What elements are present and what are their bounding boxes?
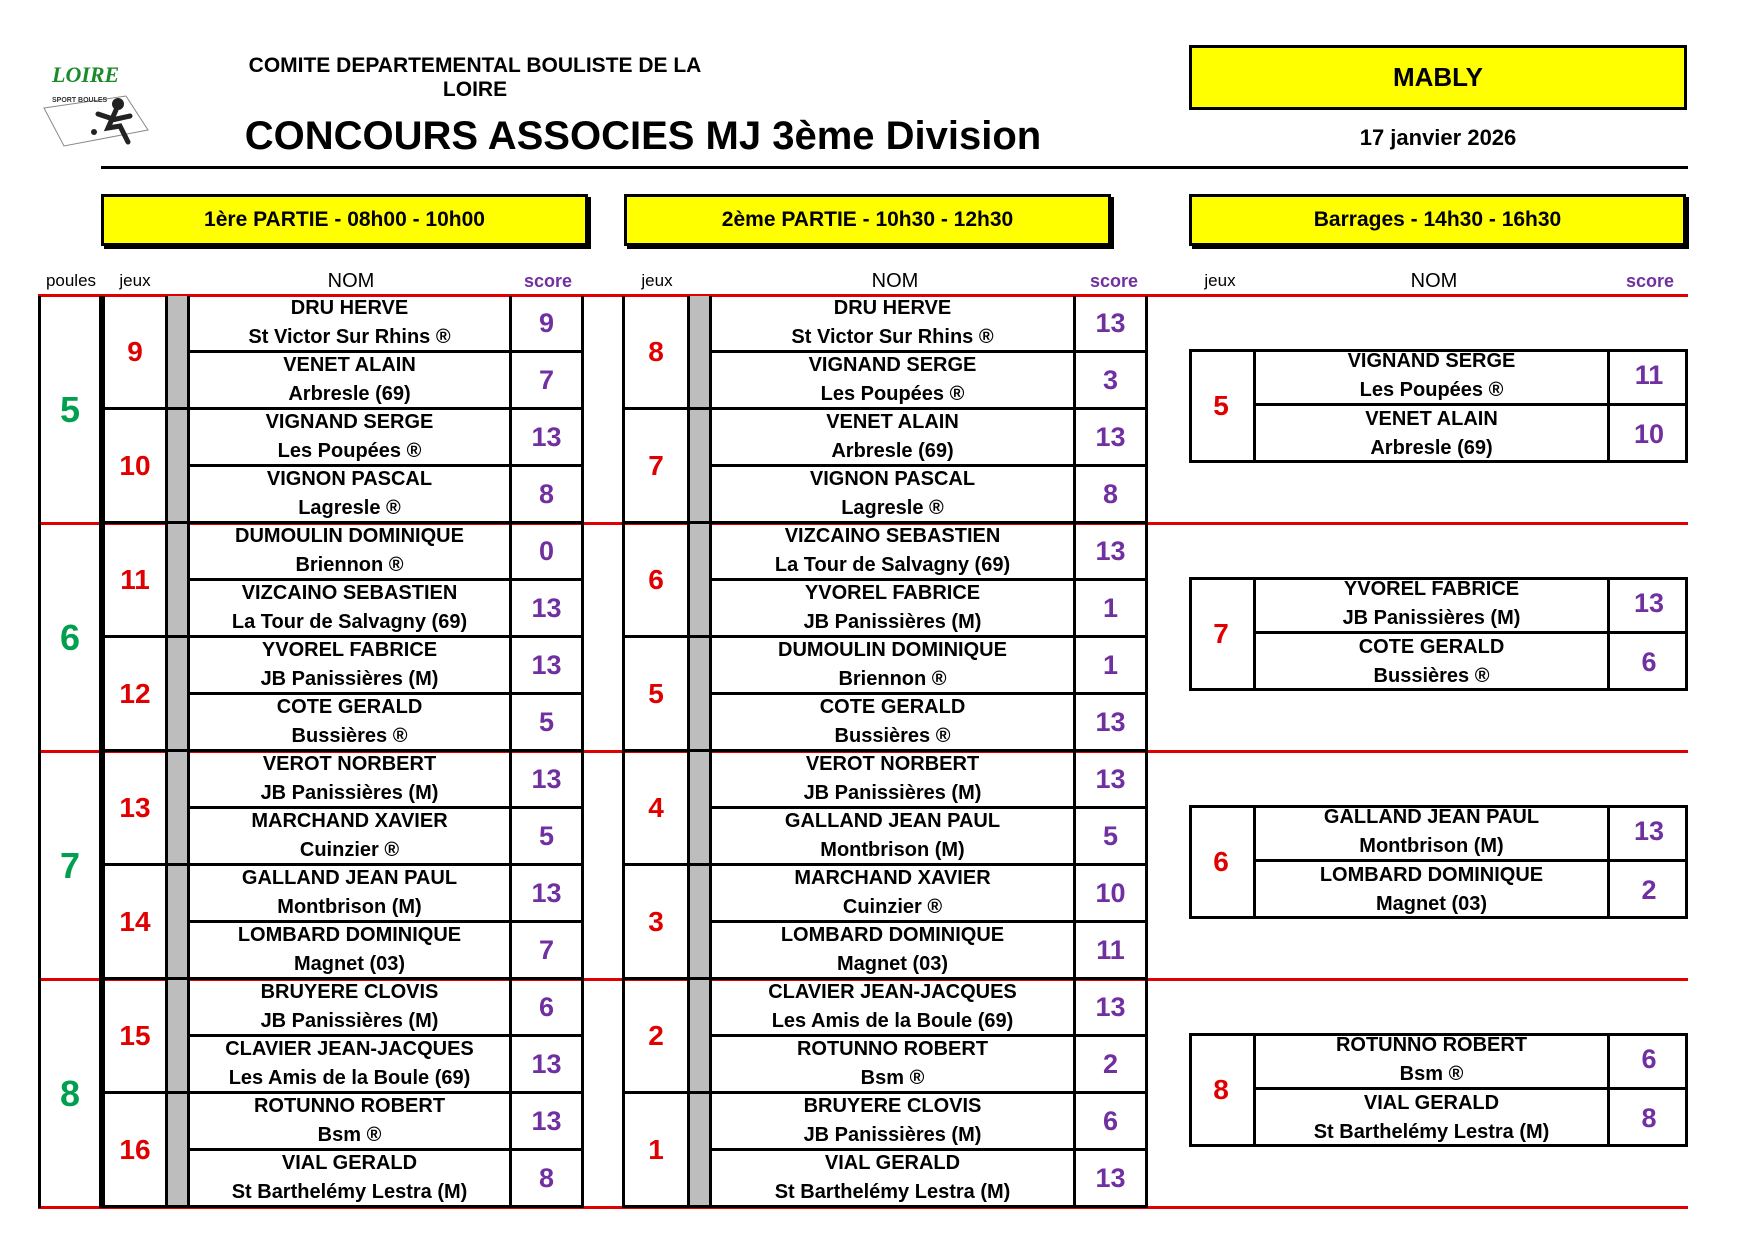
team-name: VIZCAINO SEBASTIEN	[784, 525, 1001, 547]
team-club: JB Panissières (M)	[1342, 606, 1521, 629]
team-club: Montbrison (M)	[277, 896, 422, 918]
team-score: 7	[512, 353, 584, 410]
team-name: DUMOULIN DOMINIQUE	[778, 639, 1007, 661]
game-number: 7	[622, 410, 690, 524]
team-name: ROTUNNO ROBERT	[1335, 1033, 1528, 1056]
col-header-jeux: jeux	[119, 271, 151, 290]
grey-strip	[690, 638, 712, 752]
col-header-score-3: score	[1625, 270, 1675, 291]
team-cell	[712, 923, 1076, 980]
team-name: VIGNON PASCAL	[809, 468, 976, 490]
game-number: 14	[102, 866, 168, 980]
team-cell	[712, 524, 1076, 581]
team-name: COTE GERALD	[276, 696, 423, 718]
barrage-team-score: 6	[1641, 646, 1657, 677]
team-club: Cuinzier ®	[299, 839, 400, 861]
grey-strip	[168, 980, 190, 1094]
team-name: GALLAND JEAN PAUL	[241, 867, 458, 889]
game-number: 6	[622, 524, 690, 638]
team-name: DRU HERVE	[290, 297, 409, 319]
grey-strip	[168, 866, 190, 980]
team-score: 13	[1076, 524, 1148, 581]
team-name: VIGNAND SERGE	[265, 411, 434, 433]
game-number: 9	[102, 296, 168, 410]
team-club: Montbrison (M)	[820, 839, 965, 861]
grey-strip	[690, 410, 712, 524]
col-header-nom-2: NOM	[871, 269, 919, 292]
team-cell	[190, 980, 512, 1037]
team-name: VIAL GERALD	[1363, 1092, 1500, 1114]
team-name: GALLAND JEAN PAUL	[784, 810, 1001, 832]
team-score: 13	[512, 866, 584, 923]
team-name: VENET ALAIN	[283, 354, 416, 376]
barrage-team-cell	[1256, 349, 1610, 406]
team-club: JB Panissières (M)	[803, 611, 982, 633]
grey-strip	[690, 752, 712, 866]
team-club: JB Panissières (M)	[803, 782, 982, 804]
team-score: 8	[512, 467, 584, 524]
barrage-team-cell	[1256, 805, 1610, 862]
grey-strip	[690, 524, 712, 638]
barrage-team-score: 6	[1610, 1033, 1688, 1090]
team-name: LOMBARD DOMINIQUE	[1319, 864, 1544, 886]
team-name: BRUYERE CLOVIS	[260, 981, 439, 1003]
team-cell	[190, 752, 512, 809]
game-number: 16	[102, 1094, 168, 1208]
team-score: 13	[512, 410, 584, 467]
team-name: VIGNON PASCAL	[266, 468, 433, 490]
team-score: 13	[1076, 296, 1148, 353]
team-score: 7	[512, 923, 584, 980]
team-club: Les Amis de la Boule (69)	[771, 1010, 1014, 1032]
team-score: 3	[1076, 353, 1148, 410]
team-score: 13	[512, 1094, 584, 1151]
team-club: St Barthelémy Lestra (M)	[231, 1181, 468, 1203]
team-name: COTE GERALD	[819, 696, 966, 718]
team-cell	[712, 695, 1076, 752]
game-number: 8	[622, 296, 690, 410]
team-cell	[712, 467, 1076, 524]
team-name: VIAL GERALD	[281, 1152, 418, 1174]
team-cell	[712, 581, 1076, 638]
team-score: 6	[1076, 1094, 1148, 1151]
team-name: ROTUNNO ROBERT	[796, 1038, 989, 1060]
team-club: Les Poupées ®	[277, 440, 422, 462]
team-score: 5	[512, 695, 584, 752]
team-cell	[712, 353, 1076, 410]
team-score: 13	[1076, 752, 1148, 809]
team-club: Bsm ®	[317, 1124, 382, 1146]
barrage-team-score: 13	[1610, 577, 1688, 634]
team-cell	[712, 1151, 1076, 1208]
team-cell	[712, 866, 1076, 923]
team-name: LOMBARD DOMINIQUE	[237, 924, 462, 946]
barrage-game-number: 7	[1189, 577, 1256, 691]
col-header-score-2: score	[1089, 270, 1139, 291]
barrage-game-number: 6	[1189, 805, 1256, 919]
team-club: Les Poupées ®	[1359, 378, 1504, 401]
event-date: 17 janvier 2026	[1359, 125, 1517, 150]
team-cell	[190, 1094, 512, 1151]
col-header-poules: poules	[45, 271, 97, 290]
team-cell	[712, 410, 1076, 467]
organization-name: COMITE DEPARTEMENTAL BOULISTE DE LA LOIRE	[248, 54, 702, 101]
team-cell	[190, 467, 512, 524]
team-club: La Tour de Salvagny (69)	[231, 611, 468, 633]
team-cell	[190, 353, 512, 410]
phase-1-header: 1ère PARTIE - 08h00 - 10h00	[101, 194, 588, 246]
game-number: 2	[622, 980, 690, 1094]
grey-strip	[168, 410, 190, 524]
game-number: 3	[622, 866, 690, 980]
team-name: VEROT NORBERT	[805, 753, 980, 775]
team-club: Magnet (03)	[293, 953, 406, 975]
poule-number: 7	[59, 845, 81, 886]
team-club: Arbresle (69)	[1370, 437, 1493, 459]
team-score: 13	[1076, 980, 1148, 1037]
team-cell	[190, 524, 512, 581]
phase-3-header: Barrages - 14h30 - 16h30	[1189, 194, 1686, 246]
game-number: 4	[622, 752, 690, 866]
col-header-nom-3: NOM	[1410, 269, 1458, 292]
team-club: St Victor Sur Rhins ®	[248, 326, 451, 348]
team-score: 10	[1076, 866, 1148, 923]
team-cell	[712, 296, 1076, 353]
logo-subtext: SPORT BOULES	[52, 97, 108, 104]
team-score: 8	[1076, 467, 1148, 524]
barrage-team-cell	[1256, 634, 1610, 691]
team-cell	[712, 638, 1076, 695]
team-club: Montbrison (M)	[1359, 834, 1504, 857]
team-cell	[712, 980, 1076, 1037]
col-header-jeux-3: jeux	[1204, 271, 1236, 290]
team-cell	[712, 1037, 1076, 1094]
team-cell	[190, 581, 512, 638]
team-club: Briennon ®	[295, 554, 404, 576]
header-divider	[101, 166, 1688, 169]
team-cell	[190, 638, 512, 695]
col-header-score: score	[523, 270, 573, 291]
team-name: YVOREL FABRICE	[261, 639, 438, 661]
team-club: Les Poupées ®	[820, 383, 965, 405]
team-name: YVOREL FABRICE	[804, 582, 981, 604]
grey-strip	[168, 524, 190, 638]
team-score: 13	[512, 1037, 584, 1094]
team-name: VENET ALAIN	[1365, 408, 1498, 430]
team-club: St Barthelémy Lestra (M)	[774, 1181, 1011, 1203]
team-club: Bussières ®	[834, 725, 951, 747]
team-score: 9	[512, 296, 584, 353]
barrage-team-cell	[1256, 862, 1610, 919]
team-cell	[190, 1151, 512, 1208]
team-name: VIAL GERALD	[824, 1152, 961, 1174]
team-cell	[712, 809, 1076, 866]
poule-number: 8	[59, 1073, 81, 1114]
team-club: Bsm ®	[860, 1067, 925, 1089]
team-club: Lagresle ®	[298, 497, 401, 519]
grey-strip	[690, 980, 712, 1094]
team-score: 0	[512, 524, 584, 581]
barrage-team-cell	[1256, 1090, 1610, 1147]
team-name: MARCHAND XAVIER	[794, 867, 991, 889]
game-number: 13	[102, 752, 168, 866]
team-club: Arbresle (69)	[288, 383, 411, 405]
team-club: La Tour de Salvagny (69)	[774, 554, 1011, 576]
team-club: Magnet (03)	[836, 953, 949, 975]
team-score: 6	[512, 980, 584, 1037]
team-name: COTE GERALD	[1358, 636, 1505, 658]
poule-number: 5	[59, 389, 81, 430]
team-score: 11	[1076, 923, 1148, 980]
team-club: JB Panissières (M)	[260, 668, 439, 690]
team-name: VENET ALAIN	[826, 411, 959, 433]
venue-box: MABLY	[1189, 45, 1687, 110]
game-number: 10	[102, 410, 168, 524]
col-header-nom: NOM	[327, 269, 375, 292]
team-club: JB Panissières (M)	[260, 782, 439, 804]
team-name: DUMOULIN DOMINIQUE	[235, 525, 464, 547]
team-cell	[712, 752, 1076, 809]
barrage-team-cell	[1256, 406, 1610, 463]
team-name: GALLAND JEAN PAUL	[1323, 805, 1540, 828]
team-name: VIZCAINO SEBASTIEN	[241, 582, 458, 604]
team-cell	[190, 809, 512, 866]
loire-logo	[38, 58, 154, 158]
barrage-game-number: 5	[1189, 349, 1256, 463]
game-number: 1	[622, 1094, 690, 1208]
poule-number: 6	[59, 617, 81, 658]
team-name: MARCHAND XAVIER	[251, 810, 448, 832]
team-name: YVOREL FABRICE	[1343, 577, 1520, 600]
team-club: JB Panissières (M)	[260, 1010, 439, 1032]
grey-strip	[168, 752, 190, 866]
team-score: 13	[512, 752, 584, 809]
team-club: JB Panissières (M)	[803, 1124, 982, 1146]
team-name: VIGNAND SERGE	[808, 354, 977, 376]
barrage-team-score: 10	[1633, 418, 1665, 449]
team-score: 1	[1076, 638, 1148, 695]
grey-strip	[690, 1094, 712, 1208]
team-cell	[190, 866, 512, 923]
barrage-team-score: 8	[1641, 1102, 1657, 1133]
team-score: 13	[512, 638, 584, 695]
barrage-team-score: 13	[1610, 805, 1688, 862]
team-cell	[190, 695, 512, 752]
team-score: 13	[1076, 695, 1148, 752]
team-score: 13	[1076, 410, 1148, 467]
team-club: Magnet (03)	[1375, 893, 1488, 915]
team-score: 8	[512, 1151, 584, 1208]
game-number: 15	[102, 980, 168, 1094]
team-score: 2	[1076, 1037, 1148, 1094]
team-cell	[712, 1094, 1076, 1151]
team-name: CLAVIER JEAN-JACQUES	[768, 981, 1017, 1003]
team-cell	[190, 410, 512, 467]
team-club: Cuinzier ®	[842, 896, 943, 918]
team-score: 13	[1076, 1151, 1148, 1208]
team-score: 5	[1076, 809, 1148, 866]
barrage-team-cell	[1256, 577, 1610, 634]
team-name: CLAVIER JEAN-JACQUES	[225, 1038, 474, 1060]
grey-strip	[690, 296, 712, 410]
phase-2-header: 2ème PARTIE - 10h30 - 12h30	[624, 194, 1111, 246]
team-score: 5	[512, 809, 584, 866]
barrage-game-number: 8	[1189, 1033, 1256, 1147]
team-name: VIGNAND SERGE	[1347, 349, 1516, 372]
team-score: 13	[512, 581, 584, 638]
team-name: ROTUNNO ROBERT	[253, 1095, 446, 1117]
team-club: Les Amis de la Boule (69)	[228, 1067, 471, 1089]
barrage-team-score: 2	[1641, 874, 1657, 905]
grey-strip	[168, 296, 190, 410]
team-name: VEROT NORBERT	[262, 753, 437, 775]
game-number: 12	[102, 638, 168, 752]
team-cell	[190, 923, 512, 980]
team-name: DRU HERVE	[833, 297, 952, 319]
team-club: Bussières ®	[291, 725, 408, 747]
team-cell	[190, 1037, 512, 1094]
team-name: LOMBARD DOMINIQUE	[780, 924, 1005, 946]
team-club: Briennon ®	[838, 668, 947, 690]
grey-strip	[690, 866, 712, 980]
team-club: Arbresle (69)	[831, 440, 954, 462]
team-club: Bsm ®	[1399, 1062, 1464, 1085]
barrage-team-cell	[1256, 1033, 1610, 1090]
team-club: Lagresle ®	[841, 497, 944, 519]
team-score: 1	[1076, 581, 1148, 638]
team-club: Bussières ®	[1373, 665, 1490, 687]
grey-strip	[168, 1094, 190, 1208]
page-title: CONCOURS ASSOCIES MJ 3ème Division	[244, 113, 1042, 158]
team-club: St Barthelémy Lestra (M)	[1313, 1121, 1550, 1143]
game-number: 5	[622, 638, 690, 752]
grey-strip	[168, 638, 190, 752]
team-club: St Victor Sur Rhins ®	[791, 326, 994, 348]
barrage-team-score: 11	[1610, 349, 1688, 406]
game-number: 11	[102, 524, 168, 638]
logo-text: LOIRE	[52, 62, 120, 87]
team-name: BRUYERE CLOVIS	[803, 1095, 982, 1117]
col-header-jeux-2: jeux	[641, 271, 673, 290]
team-cell	[190, 296, 512, 353]
